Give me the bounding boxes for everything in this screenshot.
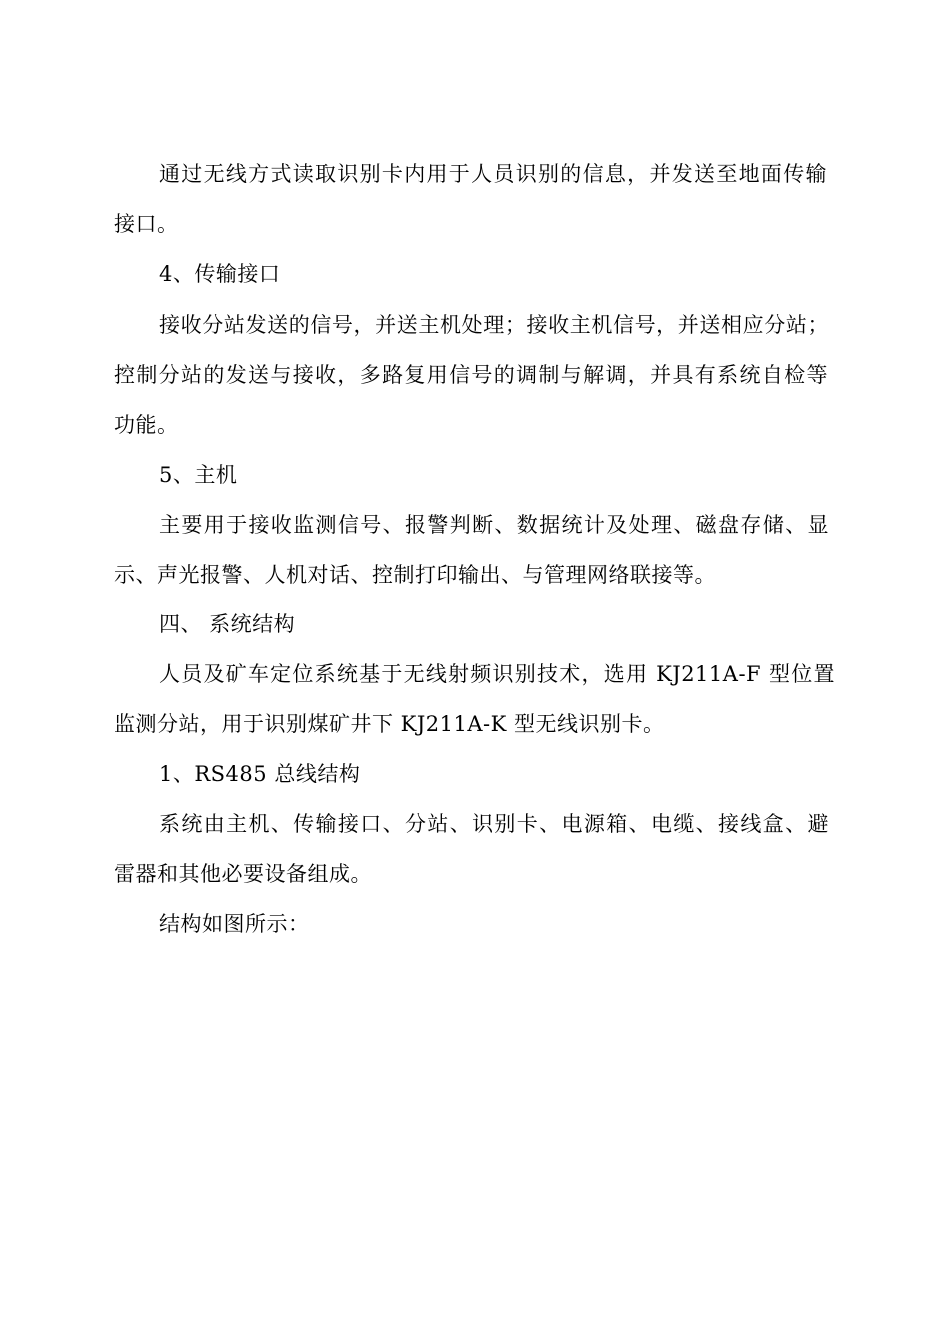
paragraph-line: 主要用于接收监测信号、报警判断、数据统计及处理、磁盘存储、显 [159,513,829,537]
section-heading: 1、RS485 总线结构 [159,762,361,786]
section-heading: 5、主机 [159,463,238,487]
section-heading: 4、传输接口 [159,262,281,286]
paragraph-line: 控制分站的发送与接收，多路复用信号的调制与解调，并具有系统自检等 [114,363,828,387]
paragraph-line: 接口。 [114,212,179,236]
paragraph-line: 监测分站，用于识别煤矿井下 KJ211A-K 型无线识别卡。 [114,712,665,736]
paragraph-line: 功能。 [114,413,179,437]
paragraph-line: 雷器和其他必要设备组成。 [114,862,372,886]
paragraph-line: 系统由主机、传输接口、分站、识别卡、电源箱、电缆、接线盒、避 [159,812,829,836]
paragraph-line: 示、声光报警、人机对话、控制打印输出、与管理网络联接等。 [114,563,716,587]
paragraph-line: 结构如图所示： [159,912,310,936]
paragraph-line: 人员及矿车定位系统基于无线射频识别技术，选用 KJ211A-F 型位置 [159,662,835,686]
paragraph-line: 接收分站发送的信号，并送主机处理；接收主机信号，并送相应分站； [159,313,829,337]
paragraph-line: 通过无线方式读取识别卡内用于人员识别的信息，并发送至地面传输 [159,162,827,186]
section-heading: 四、 系统结构 [159,612,296,636]
